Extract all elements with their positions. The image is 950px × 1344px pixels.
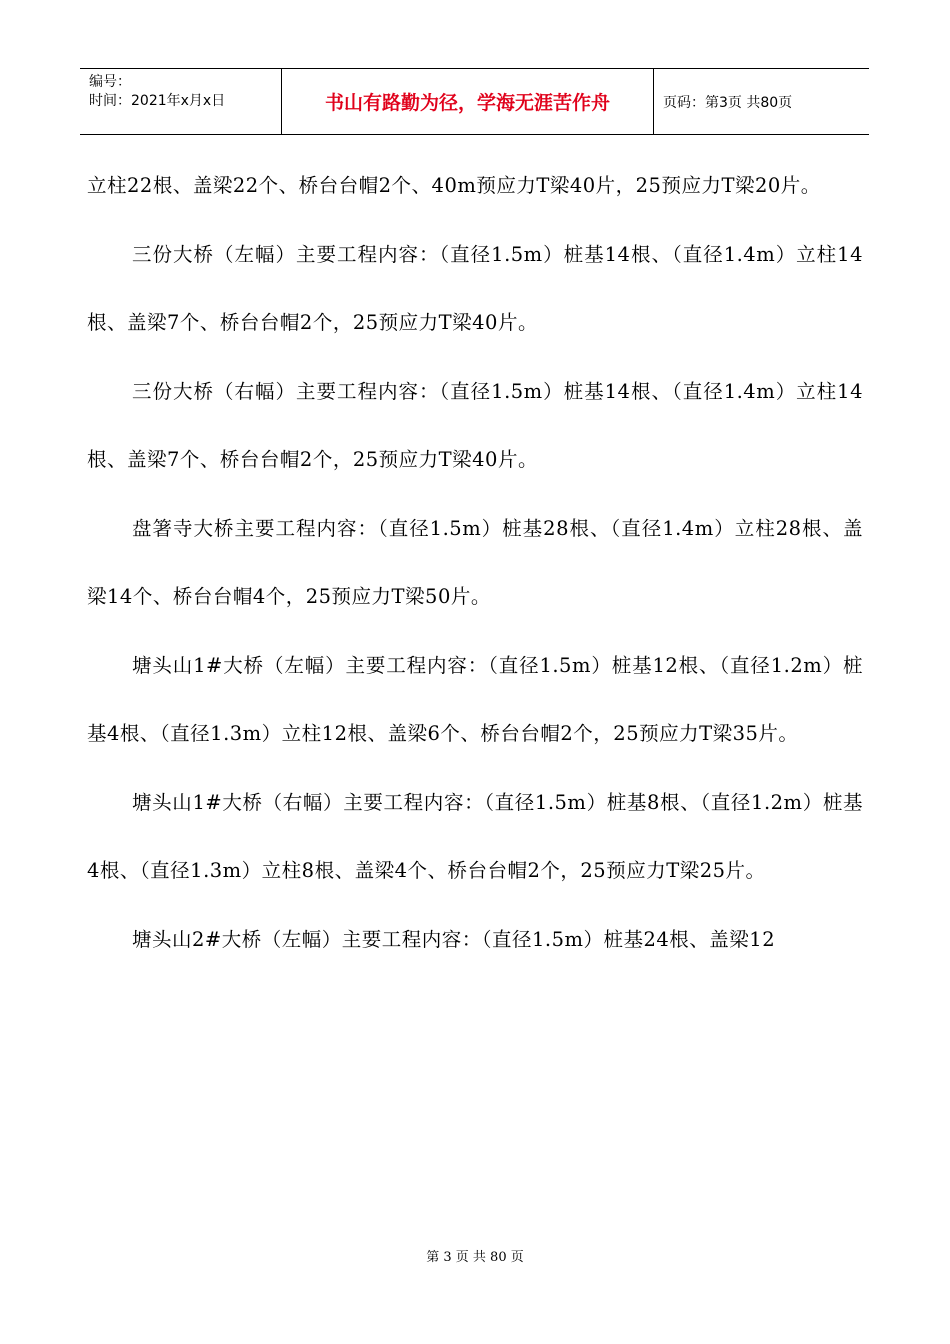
paragraph-sanfen-right: 三份大桥（右幅）主要工程内容：（直径1.5m）桩基14根、（直径1.4m）立柱14根、盖梁7个、桥台台帽2个，25预应力T梁40片。 [87,379,863,471]
document-body [87,152,863,974]
page-header [80,68,869,135]
paragraph-continuation: 立柱22根、盖梁22个、桥台台帽2个、40m预应力T梁40片，25预应力T梁20片。 [87,174,821,197]
header-meta [80,69,282,134]
paragraph-tangtoushan1-right: 塘头山1#大桥（右幅）主要工程内容：（直径1.5m）桩基8根、（直径1.2m）桩基4根、（直径1.3m）立柱8根、盖梁4个、桥台台帽2个，25预应力T梁25片。 [87,790,863,882]
date-label: 时间：2021年x月x日 [89,93,226,109]
paragraph-tangtoushan2-left: 塘头山2#大桥（左幅）主要工程内容：（直径1.5m）桩基24根、盖梁12 [132,927,776,951]
page-footer: 第 3 页 共 80 页 [426,1250,524,1265]
paragraph-sanfen-left: 三份大桥（左幅）主要工程内容：（直径1.5m）桩基14根、（直径1.4m）立柱14根、盖梁7个、桥台台帽2个，25预应力T梁40片。 [87,242,863,334]
header-slogan: 书山有路勤为径，学海无涯苦作舟 [282,69,654,134]
serial-number-label: 编号： [89,74,131,90]
header-page-info: 页码：第3页 共80页 [663,94,793,111]
paragraph-tangtoushan1-left: 塘头山1#大桥（左幅）主要工程内容：（直径1.5m）桩基12根、（直径1.2m）桩基4根、（直径1.3m）立柱12根、盖梁6个、桥台台帽2个，25预应力T梁35片。 [87,653,863,745]
paragraph-panzhusi: 盘箸寺大桥主要工程内容：（直径1.5m）桩基28根、（直径1.4m）立柱28根、盖梁14个、桥台台帽4个，25预应力T梁50片。 [87,516,863,608]
